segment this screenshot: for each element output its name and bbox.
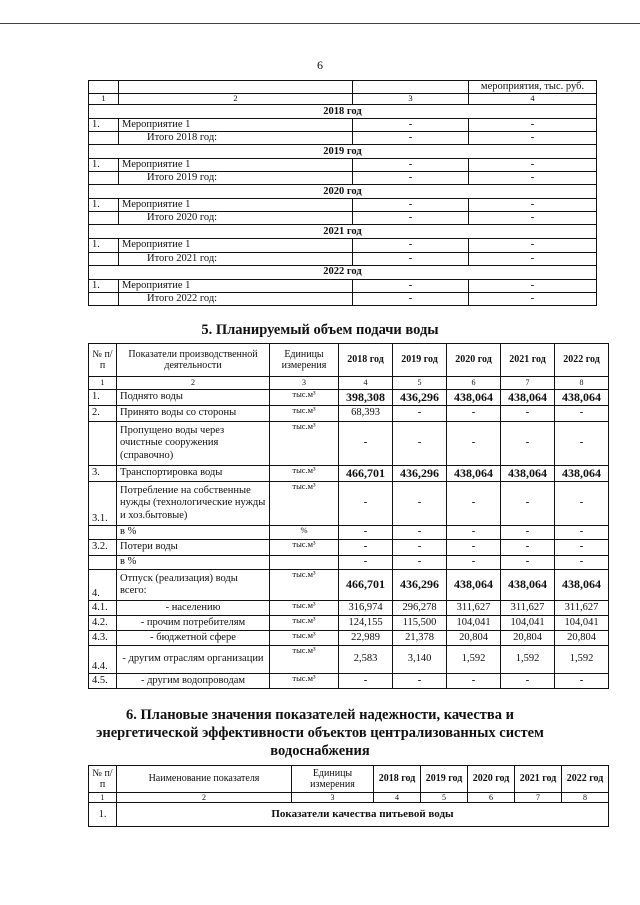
cell-value: 3,140	[393, 646, 447, 674]
unit: тыс.м³	[270, 601, 339, 616]
header-year: 2021 год	[515, 766, 562, 793]
cell-value: -	[501, 556, 555, 570]
colnum: 4	[339, 377, 393, 390]
row-num	[89, 422, 117, 466]
table-row	[89, 646, 609, 674]
event-row	[89, 159, 597, 172]
unit: тыс.м³	[270, 674, 339, 689]
table-row	[89, 482, 609, 526]
section6-title-line-3: водоснабжения	[270, 743, 370, 759]
colnum: 6	[447, 377, 501, 390]
cell-value: -	[393, 482, 447, 526]
indicator-name: - другим водопроводам	[117, 674, 270, 689]
cell-value: -	[339, 674, 393, 689]
total-label: Итого 2021 год:	[119, 252, 353, 265]
cell-value: 22,989	[339, 631, 393, 646]
cell-value: -	[469, 172, 597, 185]
empty-cell	[89, 212, 119, 225]
cell-value: 438,064	[555, 570, 609, 601]
colnum: 5	[421, 793, 468, 803]
cell-value: -	[555, 540, 609, 556]
header-indicator: Показатели производственной деятельности	[117, 344, 270, 377]
colnum: 6	[468, 793, 515, 803]
colnum: 2	[117, 793, 292, 803]
cell-value: 311,627	[501, 601, 555, 616]
header-year: 2022 год	[555, 344, 609, 377]
indicator-name: Принято воды со стороны	[117, 406, 270, 422]
year-row	[89, 105, 597, 119]
cell-value: 438,064	[447, 570, 501, 601]
cell-value: 311,627	[555, 601, 609, 616]
unit: тыс.м³	[270, 406, 339, 422]
s5-colnum-row	[89, 377, 609, 390]
cell-value: -	[353, 252, 469, 265]
header-indicator: Наименование показателя	[117, 766, 292, 793]
unit: тыс.м³	[270, 646, 339, 674]
events-header-note: мероприятия, тыс. руб.	[469, 81, 597, 94]
colnum: 1	[89, 793, 117, 803]
row-num: 1.	[89, 239, 119, 252]
table-row	[89, 422, 609, 466]
indicator-name: Потребление на собственные нужды (технологические нужды и хоз.бытовые)	[117, 482, 270, 526]
cell-value: -	[469, 212, 597, 225]
total-row	[89, 132, 597, 145]
event-name: Мероприятие 1	[119, 119, 353, 132]
unit: тыс.м³	[270, 631, 339, 646]
cell-value: 104,041	[555, 616, 609, 631]
cell-value: 398,308	[339, 390, 393, 406]
row-num: 4.4.	[89, 646, 117, 674]
cell-value: 21,378	[393, 631, 447, 646]
header-year: 2019 год	[421, 766, 468, 793]
cell-value: 438,064	[501, 466, 555, 482]
cell-value: -	[501, 540, 555, 556]
table-row	[89, 526, 609, 540]
cell-value: 115,500	[393, 616, 447, 631]
cell-value: -	[555, 482, 609, 526]
water-supply-table	[88, 343, 609, 689]
header-year: 2019 год	[393, 344, 447, 377]
row-num: 4.3.	[89, 631, 117, 646]
cell-value: 438,064	[447, 390, 501, 406]
cell-value: 316,974	[339, 601, 393, 616]
row-num: 1.	[89, 159, 119, 172]
row-num: 4.5.	[89, 674, 117, 689]
cell-value: -	[555, 556, 609, 570]
row-num	[89, 526, 117, 540]
cell-value: -	[555, 406, 609, 422]
cell-value: -	[339, 526, 393, 540]
reliability-table	[88, 765, 609, 827]
cell-value: 68,393	[339, 406, 393, 422]
cell-value: -	[353, 212, 469, 225]
cell-value: 436,296	[393, 466, 447, 482]
unit: тыс.м³	[270, 482, 339, 526]
total-row	[89, 212, 597, 225]
header-num: № п/п	[89, 344, 117, 377]
colnum: 1	[89, 377, 117, 390]
header-year: 2022 год	[562, 766, 609, 793]
row-num: 1.	[89, 803, 117, 827]
table-row	[89, 570, 609, 601]
cell-value: -	[501, 526, 555, 540]
total-label: Итого 2019 год:	[119, 172, 353, 185]
colnum: 4	[374, 793, 421, 803]
cell-value: 104,041	[447, 616, 501, 631]
row-num: 3.2.	[89, 540, 117, 556]
cell-value: 438,064	[555, 466, 609, 482]
cell-value: 296,278	[393, 601, 447, 616]
cell-value: -	[353, 239, 469, 252]
cell-value: -	[501, 406, 555, 422]
total-row	[89, 292, 597, 305]
empty-cell	[89, 292, 119, 305]
empty-cell	[89, 172, 119, 185]
table-row	[89, 601, 609, 616]
row-num	[89, 556, 117, 570]
cell-value: -	[447, 556, 501, 570]
cell-value: 2,583	[339, 646, 393, 674]
colnum: 7	[501, 377, 555, 390]
unit: тыс.м³	[270, 390, 339, 406]
cell-value: -	[339, 482, 393, 526]
cell-value: -	[447, 482, 501, 526]
cell-value: -	[353, 159, 469, 172]
colnum: 2	[119, 94, 353, 105]
header-year: 2020 год	[468, 766, 515, 793]
cell-value: -	[469, 292, 597, 305]
events-colnum-row	[89, 94, 597, 105]
cell-value: -	[393, 422, 447, 466]
cell-value: -	[447, 526, 501, 540]
year-heading: 2021 год	[89, 225, 597, 239]
cell-value: -	[353, 199, 469, 212]
cell-value: -	[447, 540, 501, 556]
cell-value: -	[447, 406, 501, 422]
row-num: 2.	[89, 406, 117, 422]
colnum: 8	[562, 793, 609, 803]
cell-value: -	[501, 422, 555, 466]
header-year: 2020 год	[447, 344, 501, 377]
cell-value: -	[469, 159, 597, 172]
section6-title-line-1: 6. Плановые значения показателей надежности, качества и	[126, 707, 514, 723]
cell-value: 438,064	[555, 390, 609, 406]
cell-value: -	[393, 540, 447, 556]
unit: тыс.м³	[270, 466, 339, 482]
header-unit: Единицы измерения	[270, 344, 339, 377]
total-label: Итого 2018 год:	[119, 132, 353, 145]
cell-value: -	[393, 674, 447, 689]
empty-cell	[89, 252, 119, 265]
cell-value: -	[353, 292, 469, 305]
colnum: 2	[117, 377, 270, 390]
indicator-name: - бюджетной сфере	[117, 631, 270, 646]
cell-value: 20,804	[555, 631, 609, 646]
events-header-row	[89, 81, 597, 94]
colnum: 7	[515, 793, 562, 803]
indicator-name: - прочим потребителям	[117, 616, 270, 631]
s6-first-row	[89, 803, 609, 827]
page-number: 6	[317, 58, 323, 72]
row-num: 4.	[89, 570, 117, 601]
unit: тыс.м³	[270, 540, 339, 556]
event-row	[89, 279, 597, 292]
indicator-name: Потери воды	[117, 540, 270, 556]
colnum: 8	[555, 377, 609, 390]
cell-value: 466,701	[339, 570, 393, 601]
cell-value: 438,064	[501, 390, 555, 406]
cell-value: -	[393, 556, 447, 570]
total-label: Итого 2022 год:	[119, 292, 353, 305]
section6-title-line-2: энергетической эффективности объектов централизованных систем	[96, 725, 544, 741]
cell-value: -	[353, 119, 469, 132]
unit: тыс.м³	[270, 616, 339, 631]
event-name: Мероприятие 1	[119, 199, 353, 212]
table-row	[89, 674, 609, 689]
cell-value: 438,064	[447, 466, 501, 482]
unit: тыс.м³	[270, 570, 339, 601]
cell-value: 124,155	[339, 616, 393, 631]
cell-value: -	[393, 406, 447, 422]
event-name: Мероприятие 1	[119, 279, 353, 292]
total-row	[89, 252, 597, 265]
colnum: 3	[353, 94, 469, 105]
year-row	[89, 185, 597, 199]
unit	[270, 556, 339, 570]
event-row	[89, 119, 597, 132]
event-name: Мероприятие 1	[119, 159, 353, 172]
indicator-name: в %	[117, 556, 270, 570]
header-num: № п/п	[89, 766, 117, 793]
unit: тыс.м³	[270, 422, 339, 466]
header-unit: Единицы измерения	[292, 766, 374, 793]
total-row	[89, 172, 597, 185]
cell-value: 20,804	[447, 631, 501, 646]
row-num: 4.1.	[89, 601, 117, 616]
colnum: 1	[89, 94, 119, 105]
cell-value: -	[447, 422, 501, 466]
cell-value: -	[469, 239, 597, 252]
cell-value: -	[339, 556, 393, 570]
colnum: 3	[292, 793, 374, 803]
cell-value: 436,296	[393, 390, 447, 406]
total-label: Итого 2020 год:	[119, 212, 353, 225]
row-num: 1.	[89, 199, 119, 212]
year-heading: 2019 год	[89, 145, 597, 159]
s6-colnum-row	[89, 793, 609, 803]
colnum: 4	[469, 94, 597, 105]
cell-value: -	[555, 422, 609, 466]
indicator-name: Транспортировка воды	[117, 466, 270, 482]
cell-value: -	[501, 674, 555, 689]
cell-value: 1,592	[501, 646, 555, 674]
year-heading: 2020 год	[89, 185, 597, 199]
cell-value: -	[469, 119, 597, 132]
unit: %	[270, 526, 339, 540]
events-table	[88, 80, 597, 306]
header-year: 2021 год	[501, 344, 555, 377]
cell-value: 436,296	[393, 570, 447, 601]
table-row	[89, 540, 609, 556]
s6-header-row	[89, 766, 609, 793]
cell-value: 1,592	[555, 646, 609, 674]
row-num: 3.	[89, 466, 117, 482]
cell-value: 20,804	[501, 631, 555, 646]
year-heading: 2018 год	[89, 105, 597, 119]
cell-value: -	[469, 199, 597, 212]
event-name: Мероприятие 1	[119, 239, 353, 252]
cell-value: -	[393, 526, 447, 540]
cell-value: -	[353, 172, 469, 185]
indicator-name: - другим отраслям организации	[117, 646, 270, 674]
row-num: 1.	[89, 390, 117, 406]
event-row	[89, 239, 597, 252]
s5-header-row	[89, 344, 609, 377]
table-row	[89, 556, 609, 570]
row-num: 1.	[89, 279, 119, 292]
cell-value: 104,041	[501, 616, 555, 631]
cell-value: -	[555, 526, 609, 540]
year-row	[89, 145, 597, 159]
cell-value: -	[469, 132, 597, 145]
cell-value: -	[469, 252, 597, 265]
indicator-name: - населению	[117, 601, 270, 616]
cell-value: -	[447, 674, 501, 689]
section-label: Показатели качества питьевой воды	[117, 803, 609, 827]
indicator-name: Отпуск (реализация) воды всего:	[117, 570, 270, 601]
section5-title: 5. Планируемый объем подачи воды	[201, 322, 439, 338]
colnum: 5	[393, 377, 447, 390]
header-year: 2018 год	[339, 344, 393, 377]
table-row	[89, 406, 609, 422]
cell-value: 1,592	[447, 646, 501, 674]
year-row	[89, 225, 597, 239]
cell-value: 466,701	[339, 466, 393, 482]
table-row	[89, 466, 609, 482]
table-row	[89, 390, 609, 406]
cell-value: -	[501, 482, 555, 526]
indicator-name: Поднято воды	[117, 390, 270, 406]
colnum: 3	[270, 377, 339, 390]
table-row	[89, 616, 609, 631]
indicator-name: Пропущено воды через очистные сооружения (справочно)	[117, 422, 270, 466]
row-num: 4.2.	[89, 616, 117, 631]
empty-cell	[89, 132, 119, 145]
cell-value: -	[353, 132, 469, 145]
year-row	[89, 265, 597, 279]
cell-value: -	[339, 540, 393, 556]
row-num: 3.1.	[89, 482, 117, 526]
table-row	[89, 631, 609, 646]
row-num: 1.	[89, 119, 119, 132]
cell-value: 438,064	[501, 570, 555, 601]
cell-value: -	[353, 279, 469, 292]
cell-value: 311,627	[447, 601, 501, 616]
year-heading: 2022 год	[89, 265, 597, 279]
cell-value: -	[469, 279, 597, 292]
header-year: 2018 год	[374, 766, 421, 793]
cell-value: -	[339, 422, 393, 466]
cell-value: -	[555, 674, 609, 689]
event-row	[89, 199, 597, 212]
top-rule	[0, 23, 640, 24]
indicator-name: в %	[117, 526, 270, 540]
